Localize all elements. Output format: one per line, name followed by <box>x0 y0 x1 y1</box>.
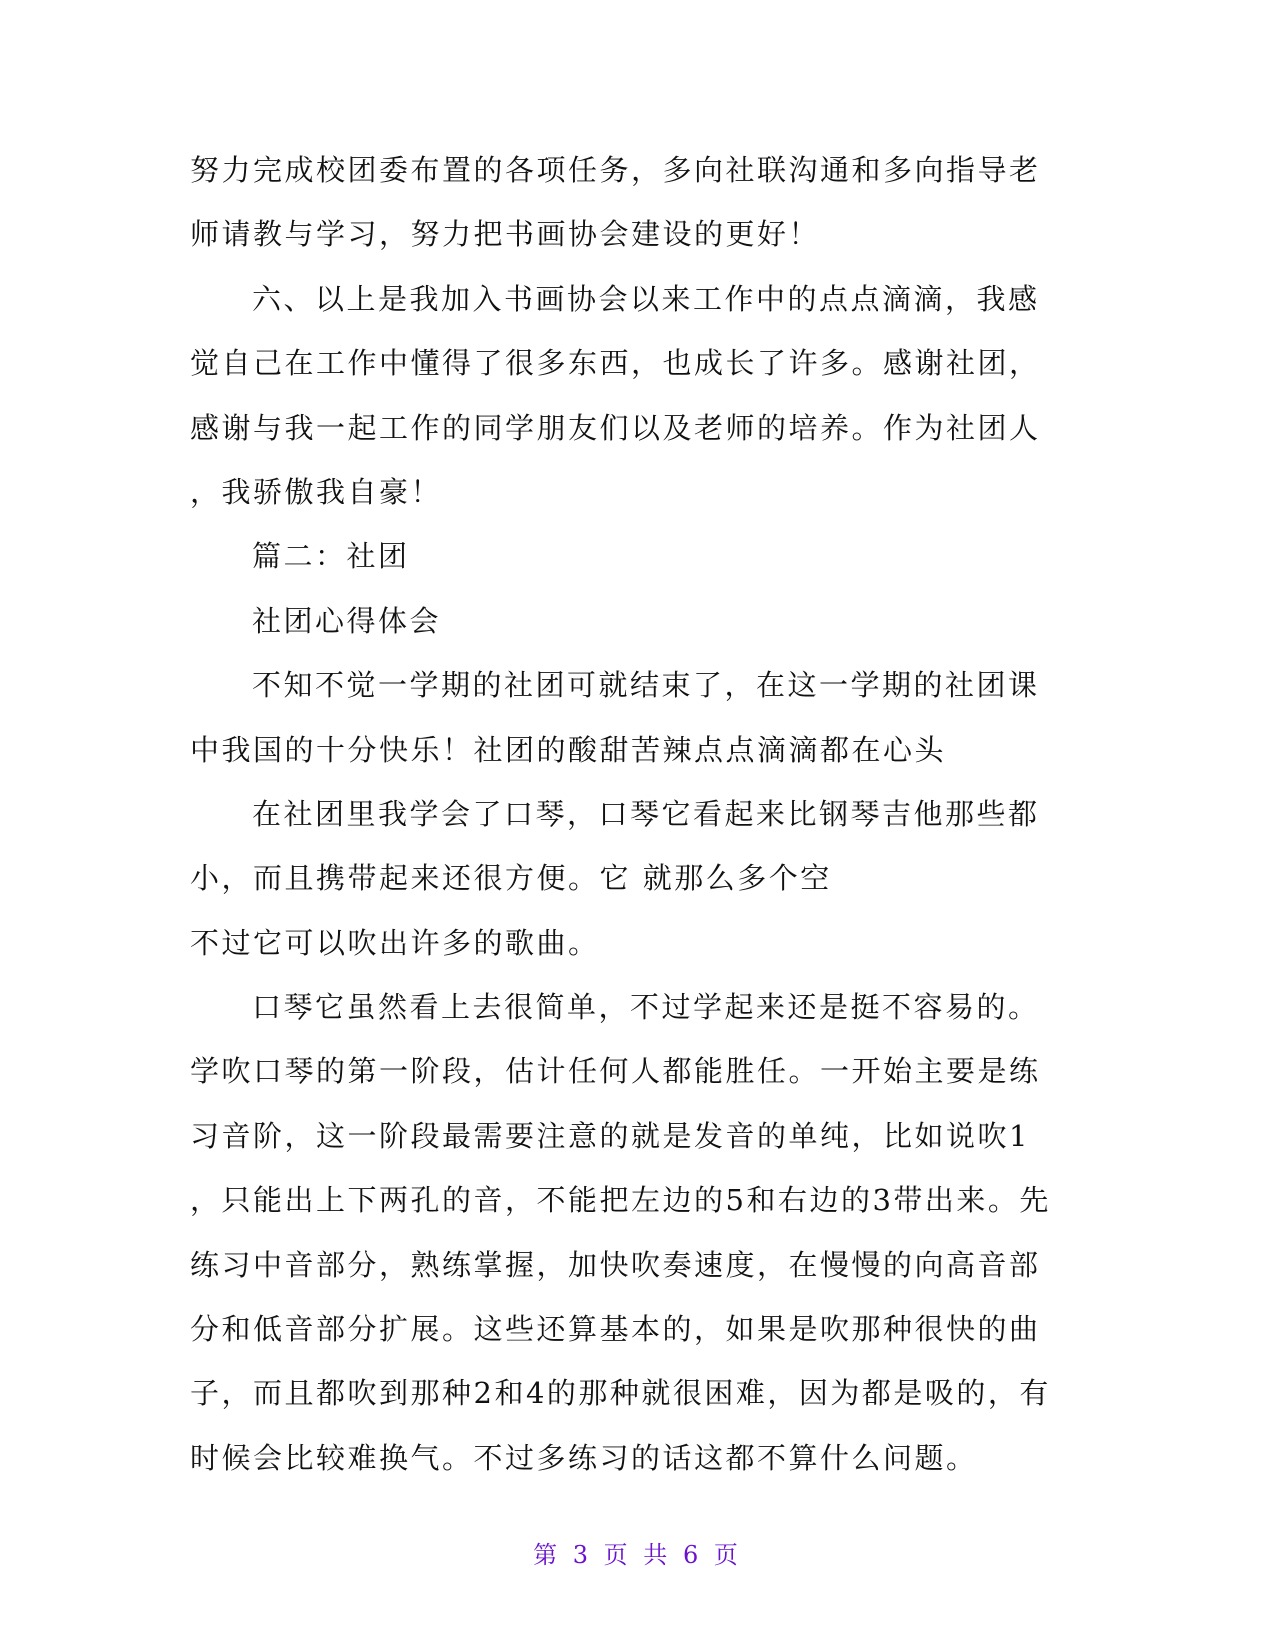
document-body <box>190 138 1090 1490</box>
section-heading: 篇二：社团 <box>252 539 410 574</box>
text-line-11: 在社团里我学会了口琴，口琴它看起来比钢琴吉他那些都 <box>252 796 1040 831</box>
text-line-16: 习音阶，这一阶段最需要注意的就是发音的单纯，比如说吹1 <box>190 1118 1030 1153</box>
text-line-14: 口琴它虽然看上去很简单，不过学起来还是挺不容易的。 <box>252 990 1040 1025</box>
text-line-12: 小，而且携带起来还很方便。它 就那么多个空 <box>190 861 832 896</box>
text-line-21: 时候会比较难换气。不过多练习的话这都不算什么问题。 <box>190 1440 978 1475</box>
text-line-19: 分和低音部分扩展。这些还算基本的，如果是吹那种很快的曲 <box>190 1312 1041 1347</box>
text-line-6: ，我骄傲我自豪！ <box>190 474 443 509</box>
text-line-3: 六、以上是我加入书画协会以来工作中的点点滴滴，我感 <box>252 281 1040 316</box>
text-line-4: 觉自己在工作中懂得了很多东西，也成长了许多。感谢社团， <box>190 346 1041 381</box>
section-subheading: 社团心得体会 <box>252 603 442 638</box>
text-line-9: 不知不觉一学期的社团可就结束了，在这一学期的社团课 <box>252 668 1040 703</box>
text-line-5: 感谢与我一起工作的同学朋友们以及老师的培养。作为社团人 <box>190 410 1041 445</box>
text-line-13: 不过它可以吹出许多的歌曲。 <box>190 925 600 960</box>
page-number-label: 第 3 页 共 6 页 <box>533 1541 742 1569</box>
text-line-20: 子，而且都吹到那种2和4的那种就很困难，因为都是吸的，有 <box>190 1376 1051 1411</box>
text-line-10: 中我国的十分快乐！社团的酸甜苦辣点点滴滴都在心头 <box>190 732 947 767</box>
page-footer <box>0 1535 1275 1570</box>
text-line-17: ，只能出上下两孔的音，不能把左边的5和右边的3带出来。先 <box>190 1183 1051 1218</box>
text-line-15: 学吹口琴的第一阶段，估计任何人都能胜任。一开始主要是练 <box>190 1054 1041 1089</box>
text-line-2: 师请教与学习，努力把书画协会建设的更好！ <box>190 217 821 252</box>
text-line-18: 练习中音部分，熟练掌握，加快吹奏速度，在慢慢的向高音部 <box>190 1247 1041 1282</box>
text-line-1: 努力完成校团委布置的各项任务，多向社联沟通和多向指导老 <box>190 153 1041 187</box>
